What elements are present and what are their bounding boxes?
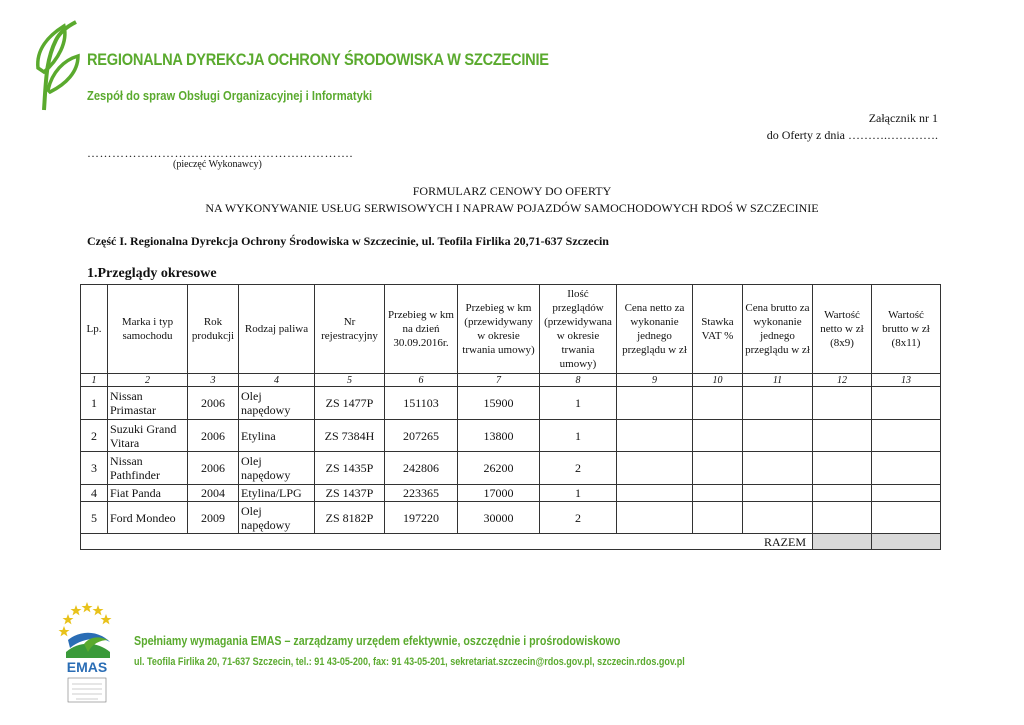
header-cell: Wartość brutto w zł (8x11) bbox=[872, 285, 941, 374]
vat-rate-input[interactable] bbox=[693, 387, 743, 420]
net-price-input[interactable] bbox=[617, 420, 693, 452]
contact-address: ul. Teofila Firlika 20, 71-637 Szczecin, tel.: 91 43-05-200, fax: 91 43-05-201, sekretariat.szczecin@rdos.gov.pl, szczecin.rdos.gov.pl bbox=[134, 656, 685, 668]
lp-cell: 2 bbox=[81, 420, 108, 452]
header-cell: Cena netto za wykonanie jednego przeglądu w zł bbox=[617, 285, 693, 374]
net-value-input[interactable] bbox=[813, 420, 872, 452]
registration-cell: ZS 1477P bbox=[315, 387, 385, 420]
net-value-input[interactable] bbox=[813, 387, 872, 420]
expected-mileage-cell: 13800 bbox=[458, 420, 540, 452]
fuel-cell: Etylina bbox=[239, 420, 315, 452]
total-gross-value[interactable] bbox=[872, 534, 941, 550]
gross-value-input[interactable] bbox=[872, 387, 941, 420]
gross-price-input[interactable] bbox=[743, 420, 813, 452]
department-name: Zespół do spraw Obsługi Organizacyjnej i Informatyki bbox=[87, 88, 373, 103]
expected-mileage-cell: 26200 bbox=[458, 452, 540, 485]
header-cell: Stawka VAT % bbox=[693, 285, 743, 374]
part-heading: Część I. Regionalna Dyrekcja Ochrony Środowiska w Szczecinie, ul. Teofila Firlika 20,71-637 Szczecin bbox=[87, 234, 609, 248]
table-row bbox=[81, 485, 941, 502]
gross-value-input[interactable] bbox=[872, 485, 941, 502]
registration-cell: ZS 8182P bbox=[315, 502, 385, 534]
year-cell: 2009 bbox=[188, 502, 239, 534]
form-subtitle: NA WYKONYWANIE USŁUG SERWISOWYCH I NAPRAW POJAZDÓW SAMOCHODOWYCH RDOŚ W SZCZECINIE bbox=[205, 201, 819, 215]
column-number: 12 bbox=[813, 374, 872, 387]
column-number: 6 bbox=[385, 374, 458, 387]
attachment-label: Załącznik nr 1 bbox=[868, 111, 938, 125]
table-row bbox=[81, 387, 941, 420]
table-row bbox=[81, 452, 941, 485]
form-title: FORMULARZ CENOWY DO OFERTY bbox=[412, 184, 612, 198]
emas-slogan: Spełniamy wymagania EMAS – zarządzamy urzędem efektywnie, oszczędnie i prośrodowiskowo bbox=[134, 633, 621, 648]
net-value-input[interactable] bbox=[813, 502, 872, 534]
gross-value-input[interactable] bbox=[872, 452, 941, 485]
fuel-cell: Olej napędowy bbox=[239, 452, 315, 485]
inspection-count-cell: 1 bbox=[540, 420, 617, 452]
expected-mileage-cell: 30000 bbox=[458, 502, 540, 534]
fuel-cell: Olej napędowy bbox=[239, 387, 315, 420]
gross-value-input[interactable] bbox=[872, 502, 941, 534]
column-number: 5 bbox=[315, 374, 385, 387]
net-price-input[interactable] bbox=[617, 485, 693, 502]
header-cell: Ilość przeglądów (przewidywana w okresie trwania umowy) bbox=[540, 285, 617, 374]
column-number: 3 bbox=[188, 374, 239, 387]
table-row bbox=[81, 420, 941, 452]
gross-value-input[interactable] bbox=[872, 420, 941, 452]
vat-rate-input[interactable] bbox=[693, 502, 743, 534]
gross-price-input[interactable] bbox=[743, 502, 813, 534]
year-cell: 2006 bbox=[188, 452, 239, 485]
mileage-cell: 207265 bbox=[385, 420, 458, 452]
column-number: 10 bbox=[693, 374, 743, 387]
header-cell: Wartość netto w zł (8x9) bbox=[813, 285, 872, 374]
expected-mileage-cell: 17000 bbox=[458, 485, 540, 502]
model-cell: Fiat Panda bbox=[108, 485, 188, 502]
total-net-value[interactable] bbox=[813, 534, 872, 550]
registration-cell: ZS 1435P bbox=[315, 452, 385, 485]
gross-price-input[interactable] bbox=[743, 452, 813, 485]
registration-cell: ZS 1437P bbox=[315, 485, 385, 502]
net-price-input[interactable] bbox=[617, 502, 693, 534]
lp-cell: 3 bbox=[81, 452, 108, 485]
inspection-count-cell: 2 bbox=[540, 452, 617, 485]
column-number: 4 bbox=[239, 374, 315, 387]
column-number: 13 bbox=[872, 374, 941, 387]
gross-price-input[interactable] bbox=[743, 485, 813, 502]
net-price-input[interactable] bbox=[617, 387, 693, 420]
rdos-leaf-logo-icon bbox=[34, 20, 82, 112]
vat-rate-input[interactable] bbox=[693, 420, 743, 452]
column-number-row bbox=[81, 374, 941, 387]
fuel-cell: Olej napędowy bbox=[239, 502, 315, 534]
model-cell: Suzuki Grand Vitara bbox=[108, 420, 188, 452]
registration-cell: ZS 7384H bbox=[315, 420, 385, 452]
mileage-cell: 223365 bbox=[385, 485, 458, 502]
vat-rate-input[interactable] bbox=[693, 452, 743, 485]
inspection-count-cell: 1 bbox=[540, 485, 617, 502]
header-cell: Rok produkcji bbox=[188, 285, 239, 374]
vat-rate-input[interactable] bbox=[693, 485, 743, 502]
net-value-input[interactable] bbox=[813, 452, 872, 485]
gross-price-input[interactable] bbox=[743, 387, 813, 420]
mileage-cell: 151103 bbox=[385, 387, 458, 420]
price-table bbox=[80, 284, 941, 550]
column-number: 8 bbox=[540, 374, 617, 387]
column-number: 9 bbox=[617, 374, 693, 387]
stamp-dotted-line: ………………………………………………………. bbox=[87, 146, 353, 160]
model-cell: Nissan Primastar bbox=[108, 387, 188, 420]
header-cell: Lp. bbox=[81, 285, 108, 374]
header-row bbox=[81, 285, 941, 374]
header-cell: Marka i typ samochodu bbox=[108, 285, 188, 374]
emas-logo-icon bbox=[58, 600, 116, 705]
total-label: RAZEM bbox=[81, 534, 813, 550]
lp-cell: 5 bbox=[81, 502, 108, 534]
header-cell: Cena brutto za wykonanie jednego przeglądu w zł bbox=[743, 285, 813, 374]
net-price-input[interactable] bbox=[617, 452, 693, 485]
mileage-cell: 197220 bbox=[385, 502, 458, 534]
expected-mileage-cell: 15900 bbox=[458, 387, 540, 420]
total-row bbox=[81, 534, 941, 550]
offer-date-line: do Oferty z dnia ……….…………. bbox=[766, 128, 938, 142]
column-number: 1 bbox=[81, 374, 108, 387]
table-row bbox=[81, 502, 941, 534]
section-heading: 1.Przeglądy okresowe bbox=[87, 266, 217, 281]
lp-cell: 4 bbox=[81, 485, 108, 502]
mileage-cell: 242806 bbox=[385, 452, 458, 485]
fuel-cell: Etylina/LPG bbox=[239, 485, 315, 502]
year-cell: 2004 bbox=[188, 485, 239, 502]
header-cell: Przebieg w km na dzień 30.09.2016r. bbox=[385, 285, 458, 374]
column-number: 11 bbox=[743, 374, 813, 387]
inspection-count-cell: 2 bbox=[540, 502, 617, 534]
year-cell: 2006 bbox=[188, 420, 239, 452]
stamp-label: (pieczęć Wykonawcy) bbox=[173, 159, 262, 170]
lp-cell: 1 bbox=[81, 387, 108, 420]
column-number: 7 bbox=[458, 374, 540, 387]
header-cell: Nr rejestracyjny bbox=[315, 285, 385, 374]
organization-name: REGIONALNA DYREKCJA OCHRONY ŚRODOWISKA W SZCZECINIE bbox=[87, 50, 549, 69]
column-number: 2 bbox=[108, 374, 188, 387]
net-value-input[interactable] bbox=[813, 485, 872, 502]
inspection-count-cell: 1 bbox=[540, 387, 617, 420]
year-cell: 2006 bbox=[188, 387, 239, 420]
header-cell: Przebieg w km (przewidywany w okresie trwania umowy) bbox=[458, 285, 540, 374]
header-cell: Rodzaj paliwa bbox=[239, 285, 315, 374]
emas-label: EMAS bbox=[66, 659, 108, 675]
model-cell: Ford Mondeo bbox=[108, 502, 188, 534]
model-cell: Nissan Pathfinder bbox=[108, 452, 188, 485]
